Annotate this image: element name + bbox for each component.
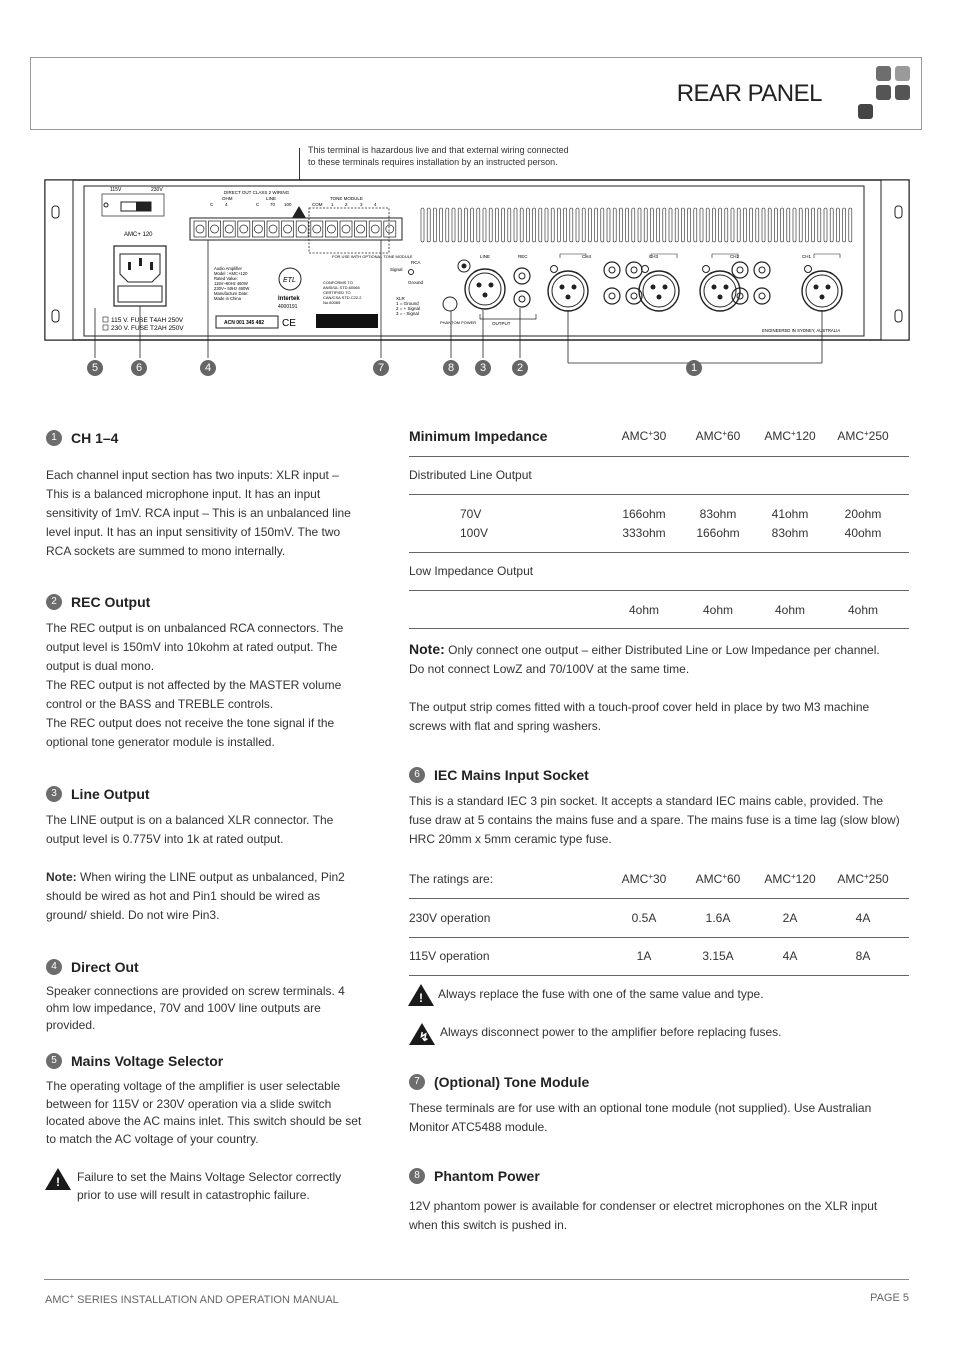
- brand-logo: [858, 66, 914, 122]
- model-label: AMC+ 120: [124, 232, 153, 238]
- svg-text:1: 1: [331, 202, 334, 207]
- svg-text:CAN/CSA STD.C22.2: CAN/CSA STD.C22.2: [323, 295, 362, 300]
- svg-text:C: C: [256, 202, 260, 207]
- svg-text:230V~ 50Hz 460W: 230V~ 50Hz 460W: [214, 286, 250, 291]
- svg-text:CH4: CH4: [582, 254, 592, 259]
- svg-text:100: 100: [284, 202, 292, 207]
- hazard-note: This terminal is hazardous live and that external wiring connected to these terminals requires installation by an instructed person.: [308, 145, 569, 167]
- svg-text:4: 4: [374, 202, 377, 207]
- section-tone-module: 7 (Optional) Tone Module These terminals are for use with an optional tone module (not supplied). Use Australian Monitor ATC5488 module.: [409, 1073, 872, 1134]
- svg-text:Ground: Ground: [408, 280, 424, 285]
- svg-text:4: 4: [225, 202, 228, 207]
- svg-text:70: 70: [270, 202, 276, 207]
- svg-text:LINE: LINE: [266, 196, 277, 201]
- svg-text:C: C: [210, 202, 214, 207]
- svg-text:CH3: CH3: [649, 254, 659, 259]
- fuse-230-label: 230 V. FUSE T2AH 250V: [111, 325, 184, 332]
- mains-warning-text: Failure to set the Mains Voltage Selector correctly prior to use will result in catastrophic failure.: [77, 1170, 342, 1202]
- svg-text:ENGINEERED IN SYDNEY, AUSTRALI: ENGINEERED IN SYDNEY, AUSTRALIA: [762, 328, 841, 333]
- section-ch1-4: [46, 428, 364, 561]
- impedance-note: Note: Only connect one output – either Distributed Line or Low Impedance per channel. Do not connect LowZ and 70/100V at the same time. The output strip comes fitted with a touch-proof cover held in place by two M3 machine screws with flat and spring washers.: [409, 641, 880, 733]
- svg-text:2 = + Signal: 2 = + Signal: [396, 306, 421, 311]
- svg-text:XLR: XLR: [396, 296, 405, 301]
- svg-text:CH2: CH2: [730, 254, 740, 259]
- svg-text:1 = Ground: 1 = Ground: [396, 301, 419, 306]
- rear-panel-diagram: [44, 178, 910, 386]
- callout-4: 4: [200, 360, 216, 376]
- section-title: Phantom Power: [434, 1167, 540, 1184]
- svg-text:COM: COM: [312, 202, 323, 207]
- rating-plate: [214, 266, 249, 301]
- svg-text:ETL: ETL: [283, 277, 296, 284]
- section-direct-out: 4 Direct Out Speaker connections are provided on screw terminals. 4 ohm low impedance, 70V and 100V line outputs are provided.: [46, 958, 345, 1032]
- section-title: IEC Mains Input Socket: [434, 766, 589, 783]
- svg-text:Intertek: Intertek: [278, 296, 300, 302]
- section-iec-inlet: 6 IEC Mains Input Socket This is a standard IEC 3 pin socket. It accepts a standard IEC mains cable, provided. The fuse draw at 5 contains the mains fuse and a spare. The mains fuse is a time lag (slow blow) HRC 20mm x 5mm ceramic type fuse.: [409, 766, 900, 846]
- footer-manual-title: AMC+ SERIES INSTALLATION AND OPERATION MANUAL: [45, 1292, 339, 1306]
- footer-divider: [44, 1279, 909, 1280]
- svg-text:OHM: OHM: [222, 196, 233, 201]
- fuse-warning-text: Always replace the fuse with one of the same value and type.: [438, 987, 764, 1001]
- direct-out-label: DIRECT OUT CLASS 2 WIRING: [224, 190, 290, 195]
- impedance-title: Minimum Impedance: [409, 428, 548, 444]
- svg-text:2: 2: [345, 202, 348, 207]
- svg-text:CERTIFIED TO: CERTIFIED TO: [323, 290, 351, 295]
- section-title: (Optional) Tone Module: [434, 1073, 590, 1090]
- svg-text:Audio Amplifier: Audio Amplifier: [214, 266, 242, 271]
- svg-text:Made in China: Made in China: [214, 296, 242, 301]
- callout-5: 5: [87, 360, 103, 376]
- svg-text:OUTPUT: OUTPUT: [492, 321, 511, 326]
- svg-text:CE: CE: [282, 318, 296, 329]
- svg-text:CH1: CH1: [802, 254, 812, 259]
- svg-text:3 = - Signal: 3 = - Signal: [396, 311, 419, 316]
- section-mains-voltage: 5 Mains Voltage Selector The operating voltage of the amplifier is user selectable between for 115V or 230V operation via a slide switch located above the AC mains inlet. This switch should be set to match the AC voltage of your country.: [46, 1052, 362, 1146]
- svg-text:FOR USE WITH OPTIONAL TONE MOD: FOR USE WITH OPTIONAL TONE MODULE: [332, 254, 413, 259]
- svg-text:CONFORMS TO: CONFORMS TO: [323, 280, 353, 285]
- label-115v: 115V: [110, 187, 122, 193]
- callout-8: 8: [443, 360, 459, 376]
- svg-text:No.60065: No.60065: [323, 300, 341, 305]
- svg-text:ANSI/UL STD.60065: ANSI/UL STD.60065: [323, 285, 360, 290]
- section-text: Each channel input section has two inputs: XLR input – This is a balanced microphone input. It has an input sensitivity of 1mV. RCA input – This is an unbalanced line level input. It has an input sensitivity of 150mV. The two RCA sockets are summed to mono internally.: [46, 468, 351, 558]
- section-title: Direct Out: [71, 958, 139, 975]
- svg-text:ACN 001 345 482: ACN 001 345 482: [224, 320, 265, 326]
- svg-text:4000191: 4000191: [278, 304, 298, 310]
- page-title: REAR PANEL: [676, 80, 822, 107]
- fuse-115-label: 115 V. FUSE T4AH 250V: [111, 317, 184, 324]
- section-title: Line Output: [71, 785, 150, 802]
- svg-text:Manufacture Date:: Manufacture Date:: [214, 291, 249, 296]
- section-title: Mains Voltage Selector: [71, 1052, 224, 1069]
- section-number: 1: [46, 430, 62, 446]
- svg-text:RCA: RCA: [411, 260, 421, 265]
- callout-7: 7: [373, 360, 389, 376]
- svg-text:TONE MODULE: TONE MODULE: [330, 196, 363, 201]
- svg-text:REC: REC: [518, 254, 528, 259]
- section-rec-output: 2 REC Output The REC output is on unbalanced RCA connectors. The output level is 150mV into 10kohm at rated output. The output is dual mono. The REC output is not affected by the MASTER volume control or the BASS and TREBLE controls. The REC output does not receive the tone signal if the optional tone generator module is installed.: [46, 593, 344, 749]
- footer-page-number: PAGE 5: [870, 1292, 909, 1304]
- svg-text:PHANTOM POWER: PHANTOM POWER: [440, 320, 477, 325]
- power-warning-text: Always disconnect power to the amplifier before replacing fuses.: [440, 1025, 782, 1039]
- callout-2: 2: [512, 360, 528, 376]
- svg-text:Signal: Signal: [390, 267, 403, 272]
- callout-3: 3: [475, 360, 491, 376]
- svg-text:Rated Value:: Rated Value:: [214, 276, 238, 281]
- svg-text:3: 3: [360, 202, 363, 207]
- section-title: CH 1–4: [71, 429, 119, 446]
- section-title: REC Output: [71, 593, 151, 610]
- callout-1: 1: [686, 360, 702, 376]
- callout-6: 6: [131, 360, 147, 376]
- svg-text:Model : AMC+120: Model : AMC+120: [214, 271, 248, 276]
- section-line-output: 3 Line Output The LINE output is on a balanced XLR connector. The output level is 0.775V into 1k at rated output. Note: When wiring the LINE output as unbalanced, Pin2 should be wired as hot and Pin1 should be wired as ground/ shield. Do not wire Pin3.: [46, 785, 345, 922]
- svg-text:115V~60Hz 460W: 115V~60Hz 460W: [214, 281, 248, 286]
- section-phantom-power: 8 Phantom Power 12V phantom power is available for condenser or electret microphones on the XLR input when this switch is pushed in.: [409, 1167, 878, 1232]
- svg-text:LINE: LINE: [480, 254, 491, 259]
- label-230v: 230V: [151, 187, 163, 193]
